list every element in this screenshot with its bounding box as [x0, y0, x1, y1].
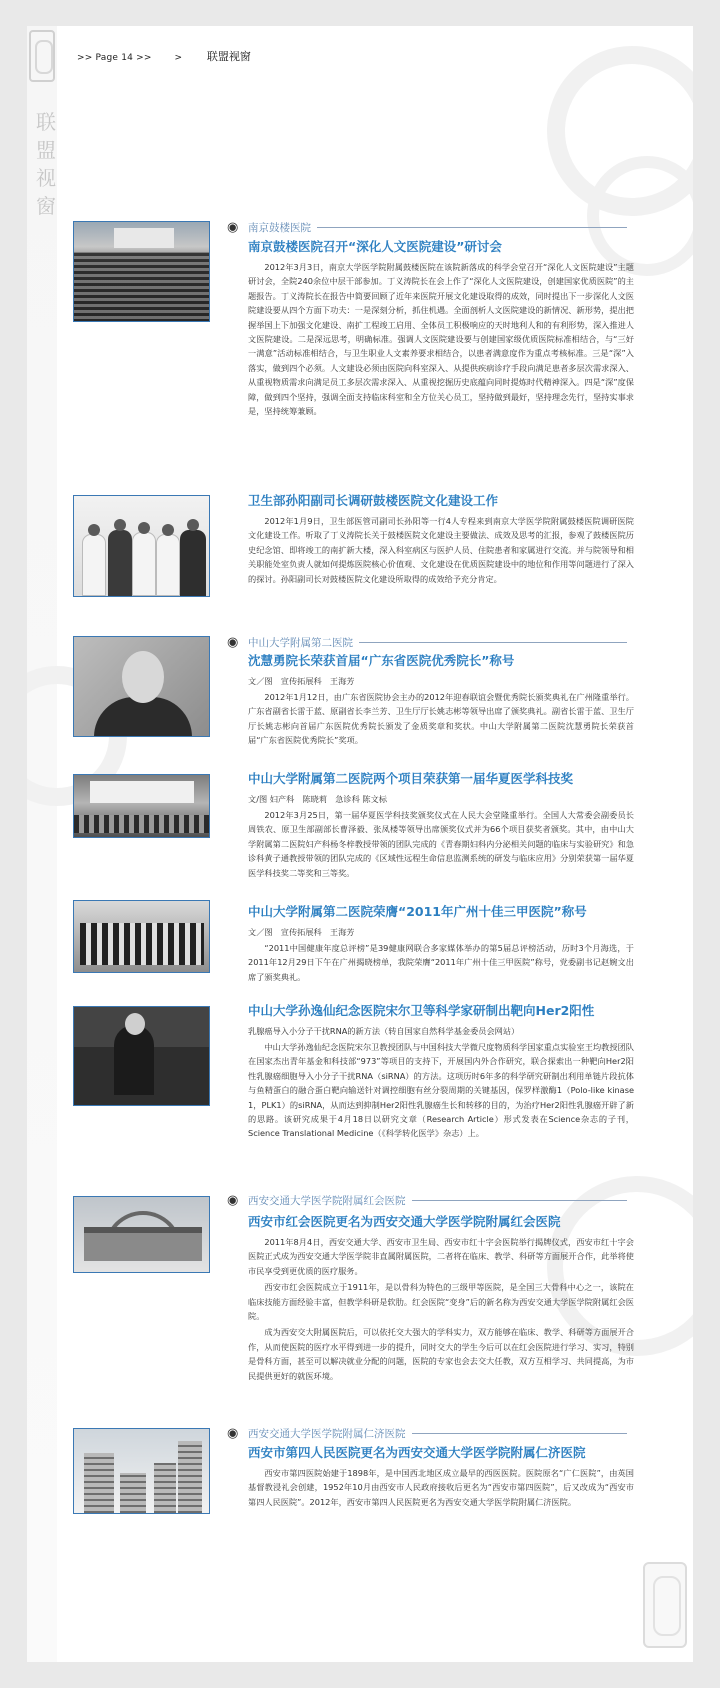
article-title: 卫生部孙阳副司长调研鼓楼医院文化建设工作 — [248, 493, 499, 508]
article-6 — [248, 1002, 634, 1143]
divider — [412, 1200, 628, 1201]
article-byline: 乳腺癌导入小分子干扰RNA的新方法（转自国家自然科学基金委员会网站） — [248, 1026, 520, 1036]
camera-icon: ◉ — [227, 1425, 239, 1441]
article-byline: 文／图 宣传拓展科 王海芳 — [248, 676, 355, 686]
article-paragraph: 西安市红会医院成立于1911年，是以骨科为特色的三级甲等医院，是全国三大骨科中心之一，该院在临床技能方面经验丰富，但教学科研是软肋。红会医院“变身”后的新名称为西安交通大学医学院附属红会医院。 — [248, 1282, 634, 1322]
article-3 — [248, 652, 634, 750]
article-paragraph: 成为西安交大附属医院后，可以依托交大强大的学科实力，双方能够在临床、教学、科研等方面展开合作，从而使医院的医疗水平得到进一步的提升，同时交大的学生今后可以在红会医院进行学习、实习，特别是骨科方面，甚至可以解决就业分配的问题，医院的专家也会去交大任教，双方互相学习、共同提高，为市民提供更好的就医环境。 — [248, 1327, 634, 1381]
camera-icon: ◉ — [227, 634, 239, 650]
photo-speaker — [73, 1006, 210, 1106]
page — [27, 26, 693, 1662]
article-title: 沈慧勇院长荣获首届“广东省医院优秀院长”称号 — [248, 653, 515, 668]
article-title: 中山大学附属第二医院荣膺“2011年广州十佳三甲医院”称号 — [248, 904, 587, 919]
article-paragraph: 西安市第四医院始建于1898年，是中国西北地区成立最早的西医医院。医院原名“广仁医院”，由英国基督教浸礼会创建，1952年10月由西安市人民政府接收后更名为“西安市第四医院”，后又改成为“西安市第四人民医院”。2012年，西安市第四人民医院更名为西安交通大学医学院附属仁济医院。 — [248, 1468, 634, 1507]
breadcrumb-arrow: > — [174, 53, 183, 63]
article-1 — [248, 238, 634, 420]
article-8 — [248, 1444, 634, 1511]
divider — [359, 642, 627, 643]
group-heading-nanjing — [227, 220, 627, 234]
photo-award-ceremony — [73, 774, 210, 838]
article-paragraph: 中山大学孙逸仙纪念医院宋尔卫教授团队与中国科技大学微尺度物质科学国家重点实验室王均教授团队在国家杰出青年基金和科技部“973”等项目的支持下，开展国内外合作研究，联合探索出一种靶向Her2阳性乳腺癌细胞导入小分子干扰RNA（siRNA）的方法。这项历时6年多的科学研究研制出利用单链片段抗体与鱼精蛋白的融合蛋白靶向输送针对调控细胞有丝分裂周期的关键基因，保罗样激酶1（Polo-like kinase 1，PLK1）的siRNA，从而达到抑制Her2阳性乳腺癌生长和转移的目的，为治疗Her2阳性乳腺癌开辟了新的思路。该研究成果于4月18日以研究文章（Research Article）形式发表在Science杂志的子刊，Science Translational Medicine（《科学转化医学》杂志）上。 — [248, 1042, 634, 1139]
page-number: >> Page 14 >> — [77, 53, 152, 63]
group-heading-xian-renji — [227, 1426, 627, 1440]
article-2 — [248, 492, 634, 588]
photo-lecture-hall — [73, 221, 210, 322]
article-title: 中山大学孙逸仙纪念医院宋尔卫等科学家研制出靶向Her2阳性 — [248, 1003, 595, 1018]
article-7 — [248, 1213, 634, 1385]
article-4 — [248, 770, 634, 882]
group-name: 西安交通大学医学院附属红会医院 — [248, 1194, 406, 1207]
article-byline: 文/图 妇产科 陈晓莉 急诊科 陈文标 — [248, 794, 387, 804]
group-heading-zhongshan — [227, 635, 627, 649]
article-title: 西安市第四人民医院更名为西安交通大学医学院附属仁济医院 — [248, 1445, 586, 1460]
ornament-knot-icon — [29, 30, 55, 82]
photo-hospital-building — [73, 1428, 210, 1514]
camera-icon: ◉ — [227, 219, 239, 235]
section-name: 联盟视窗 — [206, 50, 251, 63]
article-title: 西安市红会医院更名为西安交通大学医学院附属红会医院 — [248, 1214, 561, 1229]
photo-stage-group — [73, 900, 210, 973]
article-paragraph: 2012年3月25日，第一届华夏医学科技奖颁奖仪式在人民大会堂隆重举行。全国人大常委会副委员长周铁农、原卫生部副部长曹泽毅、张凤楼等领导出席颁奖仪式并为66个项目获奖者颁奖。其中，由中山大学附属第二医院妇产科杨冬梓教授带领的团队完成的《青春期妇科内分泌相关问题的临床与实验研究》和急诊科黄子通教授带领的团队完成的《区域性远程生命信息监测系统的研发与临床应用》分别荣获第一届华夏医学科技奖二等奖和三等奖。 — [248, 810, 634, 878]
corner-ornament-icon — [643, 1562, 687, 1648]
article-paragraph: 2011年8月4日，西安交通大学、西安市卫生局、西安市红十字会医院举行揭牌仪式，西安市红十字会医院正式成为西安交通大学医学院非直属附属医院，二者将在临床、教学、科研等方面展开合作，此举将使市民享受到更优质的医疗服务。 — [248, 1237, 634, 1276]
divider — [412, 1433, 628, 1434]
vertical-section-title — [34, 108, 58, 220]
article-title: 中山大学附属第二医院两个项目荣获第一届华夏医学科技奖 — [248, 771, 574, 786]
vertical-char: 窗 — [36, 194, 56, 218]
article-paragraph: 2012年1月9日，卫生部医管司副司长孙阳等一行4人专程来到南京大学医学院附属鼓楼医院调研医院文化建设工作。听取了丁义涛院长关于鼓楼医院文化建设主要做法、成效及思考的汇报，参观了鼓楼医院历史纪念馆、即将竣工的南扩新大楼，深入科室病区与医护人员、住院患者和家属进行交流。并与院领导和相关职能处室负责人就如何提炼医院核心价值观、文化建设在优质医院建设中的地位和作用等问题进行了深入的探讨。孙阳副司长对鼓楼医院文化建设所取得的成效给予充分肯定。 — [248, 516, 634, 584]
divider — [317, 227, 627, 228]
photo-portrait — [73, 636, 210, 737]
photo-officials-group — [73, 495, 210, 597]
group-heading-xian-honghui — [227, 1193, 627, 1207]
page-header — [77, 48, 251, 64]
camera-icon: ◉ — [227, 1192, 239, 1208]
article-5 — [248, 903, 634, 986]
group-name: 西安交通大学医学院附属仁济医院 — [248, 1427, 406, 1440]
vertical-char: 视 — [36, 166, 56, 190]
group-name: 中山大学附属第二医院 — [248, 636, 353, 649]
left-decorative-strip — [27, 26, 57, 1662]
article-byline: 文／图 宣传拓展科 王海芳 — [248, 927, 355, 937]
group-name: 南京鼓楼医院 — [248, 221, 311, 234]
vertical-char: 联 — [36, 110, 56, 134]
article-paragraph: 2012年3月3日，南京大学医学院附属鼓楼医院在该院新落成的科学会堂召开“深化人文医院建设”主题研讨会，全院240余位中层干部参加。丁义涛院长在会上作了“深化人文医院建设，创建国家优质医院”的主题报告。丁义涛院长在报告中简要回顾了近年来医院开展文化建设取得的成效，同时提出下一步深化人文医院建设要从四个方面下功夫：一是深刻分析，抓住机遇。全面剖析人文医院建设的新情况、新形势，提出把握举国上下加强文化建设、南扩工程竣工启用、全体员工积极响应的天时地利人和的有利形势，深入推进人文医院建设。二是深远思考，明确标准。强调人文医院建设要与创建国家级优质医院标准相结合，与“三好一满意”活动标准相结合，与卫生职业人文素养要求相结合，以患者满意度作为重点考核标准。三是“深”入落实，做到四个必须。人文建设必须由医院向科室深入、从提供疾病诊疗手段向满足患者多层次需求深入、从重视物质需求向满足员工多层次需求深入、从重视挖掘历史底蕴向同时提炼时代精神深入。四是“深”度保障，做到四个坚持，强调全面支持临床科室和全方位关心员工，坚持做到最好，坚持理念先行，坚持实事求是，坚持统筹兼顾。 — [248, 262, 634, 417]
article-title: 南京鼓楼医院召开“深化人文医院建设”研讨会 — [248, 239, 502, 254]
article-paragraph: 2012年1月12日，由广东省医院协会主办的2012年迎春联谊会暨优秀院长颁奖典礼在广州隆重举行。广东省副省长雷于蓝、原副省长李兰芳、卫生厅厅长姚志彬等领导出席了颁奖典礼。副省长雷于蓝、卫生厅厅长姚志彬向首届广东医院优秀院长颁发了金质奖章和奖状。中山大学附属第二医院沈慧勇院长荣获首届“广东省医院优秀院长”奖项。 — [248, 692, 634, 746]
article-paragraph: “2011中国健康年度总评榜”是39健康网联合多家媒体举办的第5届总评榜活动，历时3个月海选，于2011年12月29日下午在广州揭晓榜单，我院荣膺“2011年广州十佳三甲医院”称号，党委副书记赵婉文出席了颁奖典礼。 — [248, 943, 634, 982]
photo-hospital-gate — [73, 1196, 210, 1273]
vertical-char: 盟 — [36, 138, 56, 162]
